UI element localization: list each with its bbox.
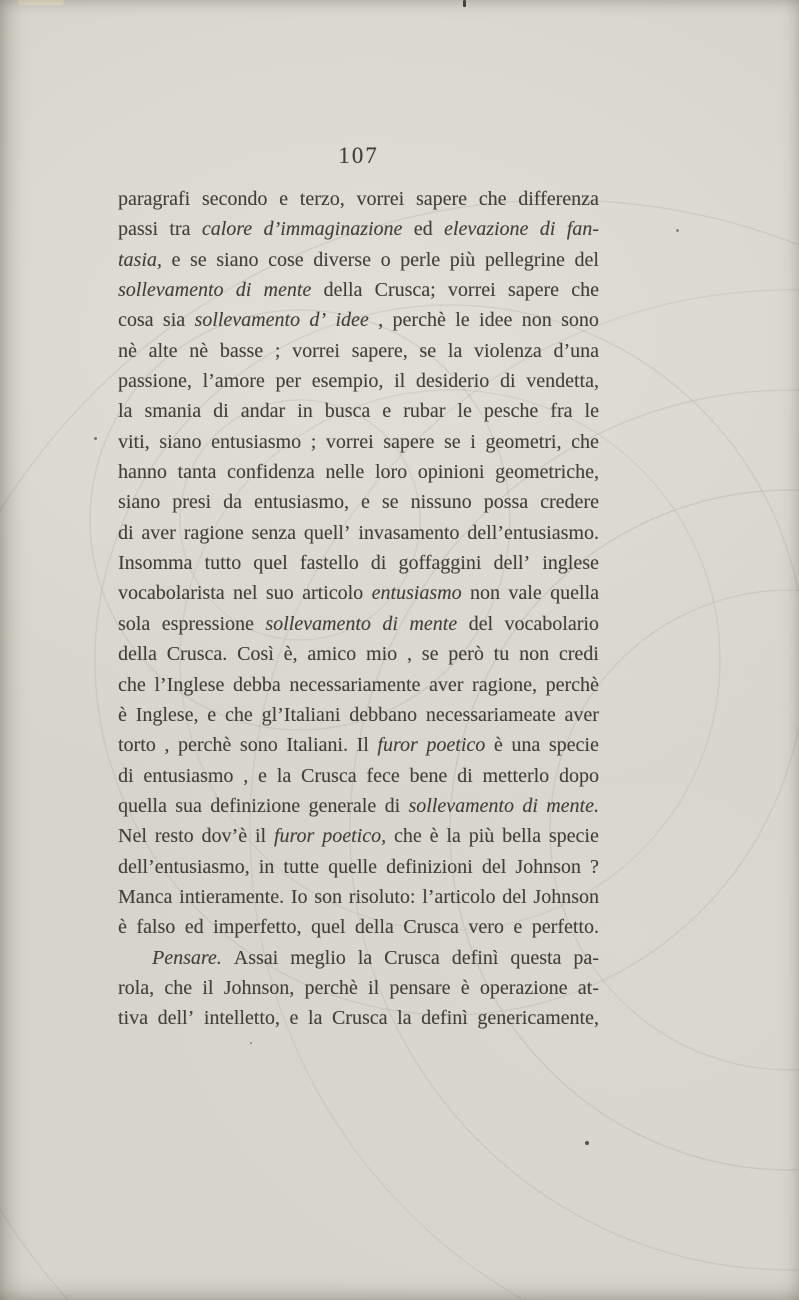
word: suo xyxy=(265,582,294,605)
word: aver xyxy=(429,673,464,696)
word: risoluto: xyxy=(348,885,416,908)
word: se xyxy=(189,248,207,271)
word: le xyxy=(457,400,472,423)
word: , xyxy=(164,734,170,757)
word: geometri, xyxy=(485,430,562,453)
word: che xyxy=(478,188,507,210)
word: at- xyxy=(577,976,599,999)
word: torto xyxy=(118,734,156,757)
italic-word: d’immaginazione xyxy=(263,218,403,241)
word: vale xyxy=(508,582,542,605)
word: invasamento xyxy=(358,521,460,544)
text-line xyxy=(118,916,599,946)
word: Crusca; xyxy=(374,279,436,302)
word: della xyxy=(118,643,157,666)
word: amico xyxy=(307,643,357,666)
word: Crusca xyxy=(384,946,440,969)
word: pensare xyxy=(389,976,451,999)
italic-word: sollevamento xyxy=(118,279,224,302)
word: la xyxy=(307,1007,323,1030)
word: possa xyxy=(483,491,529,514)
word: presi xyxy=(172,491,212,514)
word: è xyxy=(460,976,470,999)
text-line xyxy=(118,491,599,521)
word: aver xyxy=(564,703,599,726)
paper-speck xyxy=(676,229,679,232)
text-line xyxy=(118,218,599,248)
word: di xyxy=(384,794,401,817)
word: del xyxy=(574,248,599,271)
word: esempio, xyxy=(311,370,384,393)
word: , xyxy=(243,764,249,787)
word: per xyxy=(275,370,302,393)
word: violenza xyxy=(473,339,542,362)
word: articolo xyxy=(302,582,364,605)
word: quella xyxy=(118,794,167,817)
word: imperfetto, xyxy=(213,916,302,939)
word: resto xyxy=(154,825,194,848)
word: cosa xyxy=(118,309,154,332)
word: debbano xyxy=(349,703,417,726)
word: che xyxy=(118,673,146,696)
text-line xyxy=(118,825,599,855)
word: definì xyxy=(421,1007,468,1030)
word: paragrafi xyxy=(118,188,191,210)
word: che xyxy=(164,976,193,999)
word: viti, xyxy=(118,430,150,453)
word: andar xyxy=(240,400,286,423)
word: sola xyxy=(118,612,151,635)
word: gl’Italiani xyxy=(261,703,341,726)
word: d’una xyxy=(553,339,599,362)
word: di xyxy=(118,521,134,544)
italic-word: furor xyxy=(273,825,315,848)
word: sapere xyxy=(507,279,559,302)
paper-speck xyxy=(94,437,97,440)
word: di xyxy=(370,552,387,575)
word: intelletto, xyxy=(203,1007,280,1030)
word: inglese xyxy=(542,552,599,575)
word: alte xyxy=(148,339,178,362)
word: perchè xyxy=(392,309,446,332)
italic-word: poetico xyxy=(426,734,486,757)
italic-word: furor xyxy=(377,734,418,757)
word: rola, xyxy=(118,976,155,999)
word: sono xyxy=(239,734,278,757)
word: Crusca xyxy=(331,1007,388,1030)
word: vero xyxy=(468,916,504,939)
italic-word: di xyxy=(235,279,252,302)
word: definizione xyxy=(210,794,301,817)
word: vorrei xyxy=(292,339,340,362)
text-line xyxy=(118,674,599,704)
word: sapere xyxy=(415,188,468,210)
word: perchè xyxy=(178,734,232,757)
text-line xyxy=(118,370,599,400)
word: sapere xyxy=(383,430,435,453)
word: il xyxy=(394,370,406,393)
word: l’Inglese xyxy=(154,673,225,696)
word: fastello xyxy=(299,552,359,575)
word: nè xyxy=(189,339,209,362)
word: , xyxy=(378,309,384,332)
word: quell’ xyxy=(303,521,351,544)
word: sua xyxy=(175,794,202,817)
word: entusiasmo xyxy=(211,430,302,453)
word: definizioni xyxy=(386,855,473,878)
word: e xyxy=(171,248,181,271)
text-line xyxy=(118,279,599,309)
word: che xyxy=(571,430,599,453)
word: di xyxy=(213,400,229,423)
text-line xyxy=(118,734,599,764)
italic-word: mente xyxy=(263,279,312,302)
text-line xyxy=(118,947,599,977)
word: espressione xyxy=(161,612,254,635)
word: Insomma xyxy=(118,552,193,575)
word: siano xyxy=(159,430,202,453)
word: dell’ xyxy=(493,552,531,575)
word: perfetto. xyxy=(531,916,599,939)
word: questa xyxy=(510,946,562,969)
word: diverse xyxy=(313,248,371,271)
word: pellegrine xyxy=(484,248,565,271)
italic-word: sollevamento xyxy=(408,794,514,817)
text-line xyxy=(118,704,599,734)
word: il xyxy=(254,825,267,848)
word: del xyxy=(481,855,507,878)
word: necessariamente xyxy=(289,673,421,696)
word: e xyxy=(258,764,267,787)
word: ed xyxy=(184,916,204,939)
word: è, xyxy=(283,643,298,666)
word: di xyxy=(118,764,134,787)
word: vocabolarista xyxy=(118,582,225,605)
word: dell’ xyxy=(157,1007,195,1030)
word: che xyxy=(393,825,422,848)
word: una xyxy=(511,734,541,757)
word: quella xyxy=(550,582,599,605)
word: Italiani. xyxy=(286,734,348,757)
word: più xyxy=(449,248,476,271)
word: loro xyxy=(374,461,408,484)
word: il xyxy=(368,976,380,999)
text-line xyxy=(118,340,599,370)
word: vorrei xyxy=(325,430,374,453)
word: sapere, xyxy=(351,339,408,362)
word: la xyxy=(357,946,373,969)
word: siano xyxy=(118,491,161,514)
text-line xyxy=(118,431,599,461)
italic-word: di xyxy=(539,218,556,241)
italic-word: fan- xyxy=(566,218,599,241)
text-line xyxy=(118,977,599,1007)
text-line xyxy=(118,461,599,491)
text-line xyxy=(118,582,599,612)
word: bella xyxy=(502,825,541,848)
italic-word: entusiasmo xyxy=(371,582,462,605)
italic-word: elevazione xyxy=(444,218,529,241)
word: da xyxy=(223,491,242,514)
word: Manca xyxy=(118,885,173,908)
word: intieramente. xyxy=(179,885,285,908)
italic-word: tasia, xyxy=(118,248,162,271)
word: che xyxy=(571,279,599,302)
text-line xyxy=(118,552,599,582)
paper-speck xyxy=(463,0,466,7)
word: Johnson xyxy=(515,855,581,878)
word: perle xyxy=(400,248,441,271)
paper-speck xyxy=(250,1042,252,1044)
word: dov’è xyxy=(201,825,248,848)
italic-word: d’ xyxy=(309,309,327,332)
word: necessariameate xyxy=(425,703,556,726)
word: Johnson, xyxy=(223,976,295,999)
word: e xyxy=(289,1007,299,1030)
word: è xyxy=(429,825,439,848)
word: nè xyxy=(118,339,137,362)
word: vendetta, xyxy=(526,370,599,393)
text-line xyxy=(118,188,599,218)
word: cose xyxy=(268,248,304,271)
word: la xyxy=(276,764,292,787)
word: che xyxy=(224,703,253,726)
word: quel xyxy=(253,552,288,575)
word: son xyxy=(314,885,343,908)
word: vocabolario xyxy=(504,612,599,635)
word: confidenza xyxy=(227,461,315,484)
word: la xyxy=(447,339,463,362)
text-line xyxy=(118,765,599,795)
word: però xyxy=(448,643,484,666)
word: quelle xyxy=(328,855,377,878)
text-line xyxy=(118,886,599,916)
word: pa- xyxy=(573,946,599,969)
word: è xyxy=(493,734,503,757)
word: è xyxy=(118,916,127,939)
italic-word: di xyxy=(522,794,538,817)
word: Nel xyxy=(118,825,147,848)
word: pesche xyxy=(483,400,539,423)
word: ; xyxy=(274,339,281,362)
word: Johnson xyxy=(533,885,599,908)
word: perchè xyxy=(304,976,358,999)
word: non xyxy=(519,643,550,666)
word: se xyxy=(419,339,437,362)
word: se xyxy=(421,643,439,666)
word: opinioni xyxy=(417,461,485,484)
word: ; xyxy=(310,430,317,453)
word: hanno xyxy=(118,461,167,484)
text-line xyxy=(118,309,599,339)
word: e xyxy=(361,491,370,514)
word: l’amore xyxy=(202,370,265,393)
word: generale xyxy=(308,794,377,817)
text-line xyxy=(118,522,599,552)
text-line xyxy=(118,795,599,825)
word: Io xyxy=(290,885,308,908)
word: tiva xyxy=(118,1007,148,1030)
word: e xyxy=(382,400,392,423)
text-line xyxy=(118,643,599,673)
word: nel xyxy=(233,582,258,605)
word: del xyxy=(502,885,527,908)
italic-word: sollevamento xyxy=(265,612,371,635)
word: desiderio xyxy=(415,370,490,393)
word: senza xyxy=(251,521,296,544)
word: credi xyxy=(558,643,599,666)
word: entusiasmo, xyxy=(254,491,349,514)
word: idee xyxy=(479,309,513,332)
word: in xyxy=(297,400,313,423)
text-line xyxy=(118,249,599,279)
word: tra xyxy=(169,218,191,241)
italic-word: mente. xyxy=(546,794,599,817)
word: rubar xyxy=(403,400,446,423)
word: ragione, xyxy=(472,673,538,696)
word: goffaggini xyxy=(398,552,482,575)
word: i xyxy=(470,430,476,453)
paper-speck xyxy=(585,1141,589,1145)
word: fece xyxy=(366,764,400,787)
word: l’articolo xyxy=(422,885,496,908)
word: ragione xyxy=(183,521,244,544)
word: tanta xyxy=(177,461,217,484)
word: metterlo xyxy=(482,764,550,787)
word: di xyxy=(499,370,516,393)
word: differenza xyxy=(518,188,599,210)
italic-word: di xyxy=(382,612,398,635)
word: debba xyxy=(232,673,281,696)
italic-word: sollevamento xyxy=(194,309,301,332)
word: e xyxy=(279,188,289,210)
word: le xyxy=(455,309,470,332)
word: vorrei xyxy=(356,188,405,210)
word: Crusca. xyxy=(166,643,228,666)
italic-word: mente xyxy=(409,612,458,635)
word: o xyxy=(380,248,391,271)
word: mio xyxy=(366,643,398,666)
word: perchè xyxy=(545,673,599,696)
word: le xyxy=(584,400,599,423)
word: siano xyxy=(216,248,259,271)
word: è xyxy=(118,703,127,726)
text-line xyxy=(118,856,599,886)
word: di xyxy=(457,764,473,787)
italic-word: idee xyxy=(335,309,369,332)
word: Inglese, xyxy=(135,703,199,726)
word: la xyxy=(397,1007,412,1030)
word: falso xyxy=(136,916,176,939)
word: sono xyxy=(561,309,599,332)
italic-word: Pensare. xyxy=(152,946,222,969)
word: più xyxy=(468,825,495,848)
word: entusiasmo xyxy=(143,764,234,787)
word: busca xyxy=(324,400,371,423)
page-number: 107 xyxy=(338,143,379,168)
word: se xyxy=(381,491,399,514)
word: genericamente, xyxy=(477,1007,599,1030)
word: Crusca xyxy=(403,916,459,939)
word: specie xyxy=(548,825,599,848)
word: se xyxy=(443,430,461,453)
word: aver xyxy=(141,521,176,544)
word: Il xyxy=(356,734,369,757)
word: geometriche, xyxy=(495,461,599,484)
word: dopo xyxy=(558,764,599,787)
word: dell’entusiasmo. xyxy=(467,521,599,544)
italic-word: poetico, xyxy=(322,825,387,848)
word: nissuno xyxy=(410,491,472,514)
word: passi xyxy=(118,218,158,241)
word: basse xyxy=(219,339,264,362)
word: definì xyxy=(451,946,499,969)
word: dell’entusiasmo, xyxy=(118,855,250,878)
word: tutte xyxy=(283,855,319,878)
word: Crusca xyxy=(301,764,357,787)
word: credere xyxy=(540,491,599,514)
word: ed xyxy=(413,218,433,241)
word: bene xyxy=(409,764,448,787)
word: in xyxy=(258,855,275,878)
page-edge-notch xyxy=(18,0,64,5)
word: Assai xyxy=(233,946,279,969)
word: la xyxy=(118,400,133,423)
word: del xyxy=(468,612,494,635)
word: della xyxy=(323,279,363,302)
italic-word: calore xyxy=(201,218,253,241)
word: secondo xyxy=(201,188,268,210)
word: e xyxy=(207,703,217,726)
word: e xyxy=(513,916,523,939)
word: fra xyxy=(550,400,573,423)
word: terzo, xyxy=(299,188,345,210)
word: non xyxy=(469,582,500,605)
word: smania xyxy=(144,400,202,423)
word: passione, xyxy=(118,370,192,393)
word: il xyxy=(202,976,214,999)
word: meglio xyxy=(290,946,346,969)
word: ? xyxy=(590,855,599,878)
word: , xyxy=(406,643,412,666)
word: la xyxy=(446,825,461,848)
word: Così xyxy=(237,643,274,666)
word: specie xyxy=(548,734,599,757)
word: sia xyxy=(162,309,186,332)
word: non xyxy=(521,309,552,332)
word: tutto xyxy=(204,552,242,575)
text-line xyxy=(118,613,599,643)
word: tu xyxy=(493,643,510,666)
word: quel xyxy=(310,916,346,939)
word: della xyxy=(354,916,394,939)
word: vorrei xyxy=(447,279,496,302)
text-line xyxy=(118,400,599,430)
word: operazione xyxy=(479,976,568,999)
text-line xyxy=(118,1007,599,1037)
text-block xyxy=(118,188,599,1038)
word: nelle xyxy=(325,461,365,484)
